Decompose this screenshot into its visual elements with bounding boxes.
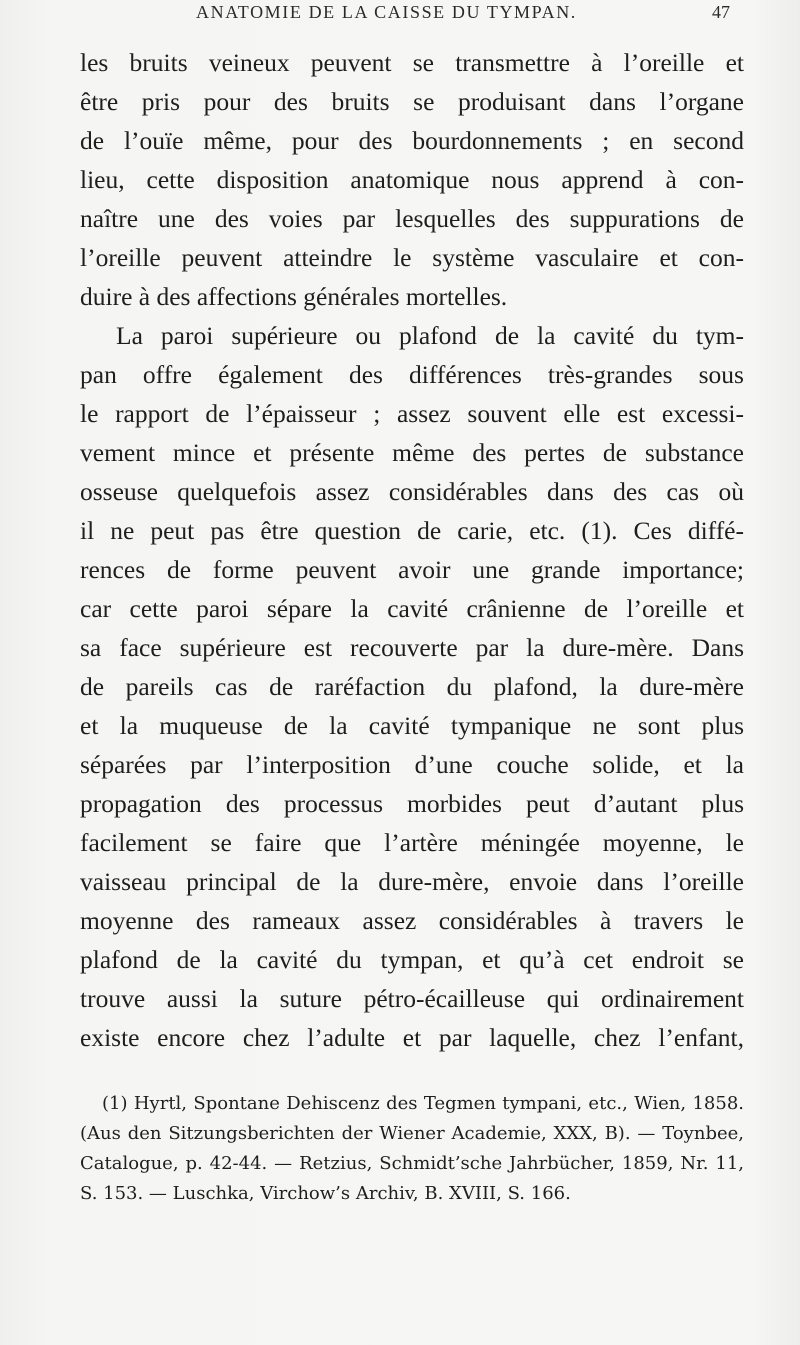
text-line: il ne peut pas être question de carie, etc. (1). Ces diffé- — [80, 516, 744, 545]
footnote-line: S. 153. — Luschka, Virchow’s Archiv, B. XVIII, S. 166. — [80, 1183, 571, 1204]
text-line: duire à des affections générales mortelles. — [80, 282, 508, 311]
text-line: facilement se faire que l’artère méningée moyenne, le — [80, 828, 744, 857]
page-header — [0, 2, 800, 28]
text-line: moyenne des rameaux assez considérables à travers le — [80, 906, 744, 935]
text-line: être pris pour des bruits se produisant dans l’organe — [80, 87, 744, 116]
text-line: pan offre également des différences très-grandes sous — [80, 360, 744, 389]
footnote-line: Catalogue, p. 42-44. — Retzius, Schmidt’sche Jahrbücher, 1859, Nr. 11, — [80, 1153, 744, 1174]
footnote-line: (Aus den Sitzungsberichten der Wiener Academie, XXX, B). — Toynbee, — [80, 1123, 744, 1144]
text-line: sa face supérieure est recouverte par la dure-mère. Dans — [80, 633, 744, 662]
text-line: existe encore chez l’adulte et par laquelle, chez l’enfant, — [80, 1023, 744, 1052]
text-line: La paroi supérieure ou plafond de la cavité du tym- — [116, 321, 744, 350]
text-line: et la muqueuse de la cavité tympanique ne sont plus — [80, 711, 744, 740]
text-line: naître une des voies par lesquelles des suppurations de — [80, 204, 744, 233]
text-line: l’oreille peuvent atteindre le système vasculaire et con- — [80, 243, 744, 272]
running-head: ANATOMIE DE LA CAISSE DU TYMPAN. — [196, 2, 577, 22]
text-line: car cette paroi sépare la cavité crânienne de l’oreille et — [80, 594, 744, 623]
footnote-line: (1) Hyrtl, Spontane Dehiscenz des Tegmen tympani, etc., Wien, 1858. — [102, 1093, 744, 1114]
text-line: lieu, cette disposition anatomique nous apprend à con- — [80, 165, 744, 194]
text-line: propagation des processus morbides peut d’autant plus — [80, 789, 744, 818]
text-line: le rapport de l’épaisseur ; assez souvent elle est excessi- — [80, 399, 744, 428]
text-line: les bruits veineux peuvent se transmettre à l’oreille et — [80, 48, 744, 77]
text-line: séparées par l’interposition d’une couche solide, et la — [80, 750, 744, 779]
text-line: de pareils cas de raréfaction du plafond, la dure-mère — [80, 672, 744, 701]
text-line: plafond de la cavité du tympan, et qu’à cet endroit se — [80, 945, 744, 974]
text-line: de l’ouïe même, pour des bourdonnements ; en second — [80, 126, 744, 155]
text-line: vement mince et présente même des pertes de substance — [80, 438, 744, 467]
text-line: vaisseau principal de la dure-mère, envoie dans l’oreille — [80, 867, 744, 896]
text-line: osseuse quelquefois assez considérables dans des cas où — [80, 477, 744, 506]
text-line: trouve aussi la suture pétro-écailleuse qui ordinairement — [80, 984, 744, 1013]
page-number: 47 — [712, 2, 730, 22]
text-line: rences de forme peuvent avoir une grande importance; — [80, 555, 744, 584]
